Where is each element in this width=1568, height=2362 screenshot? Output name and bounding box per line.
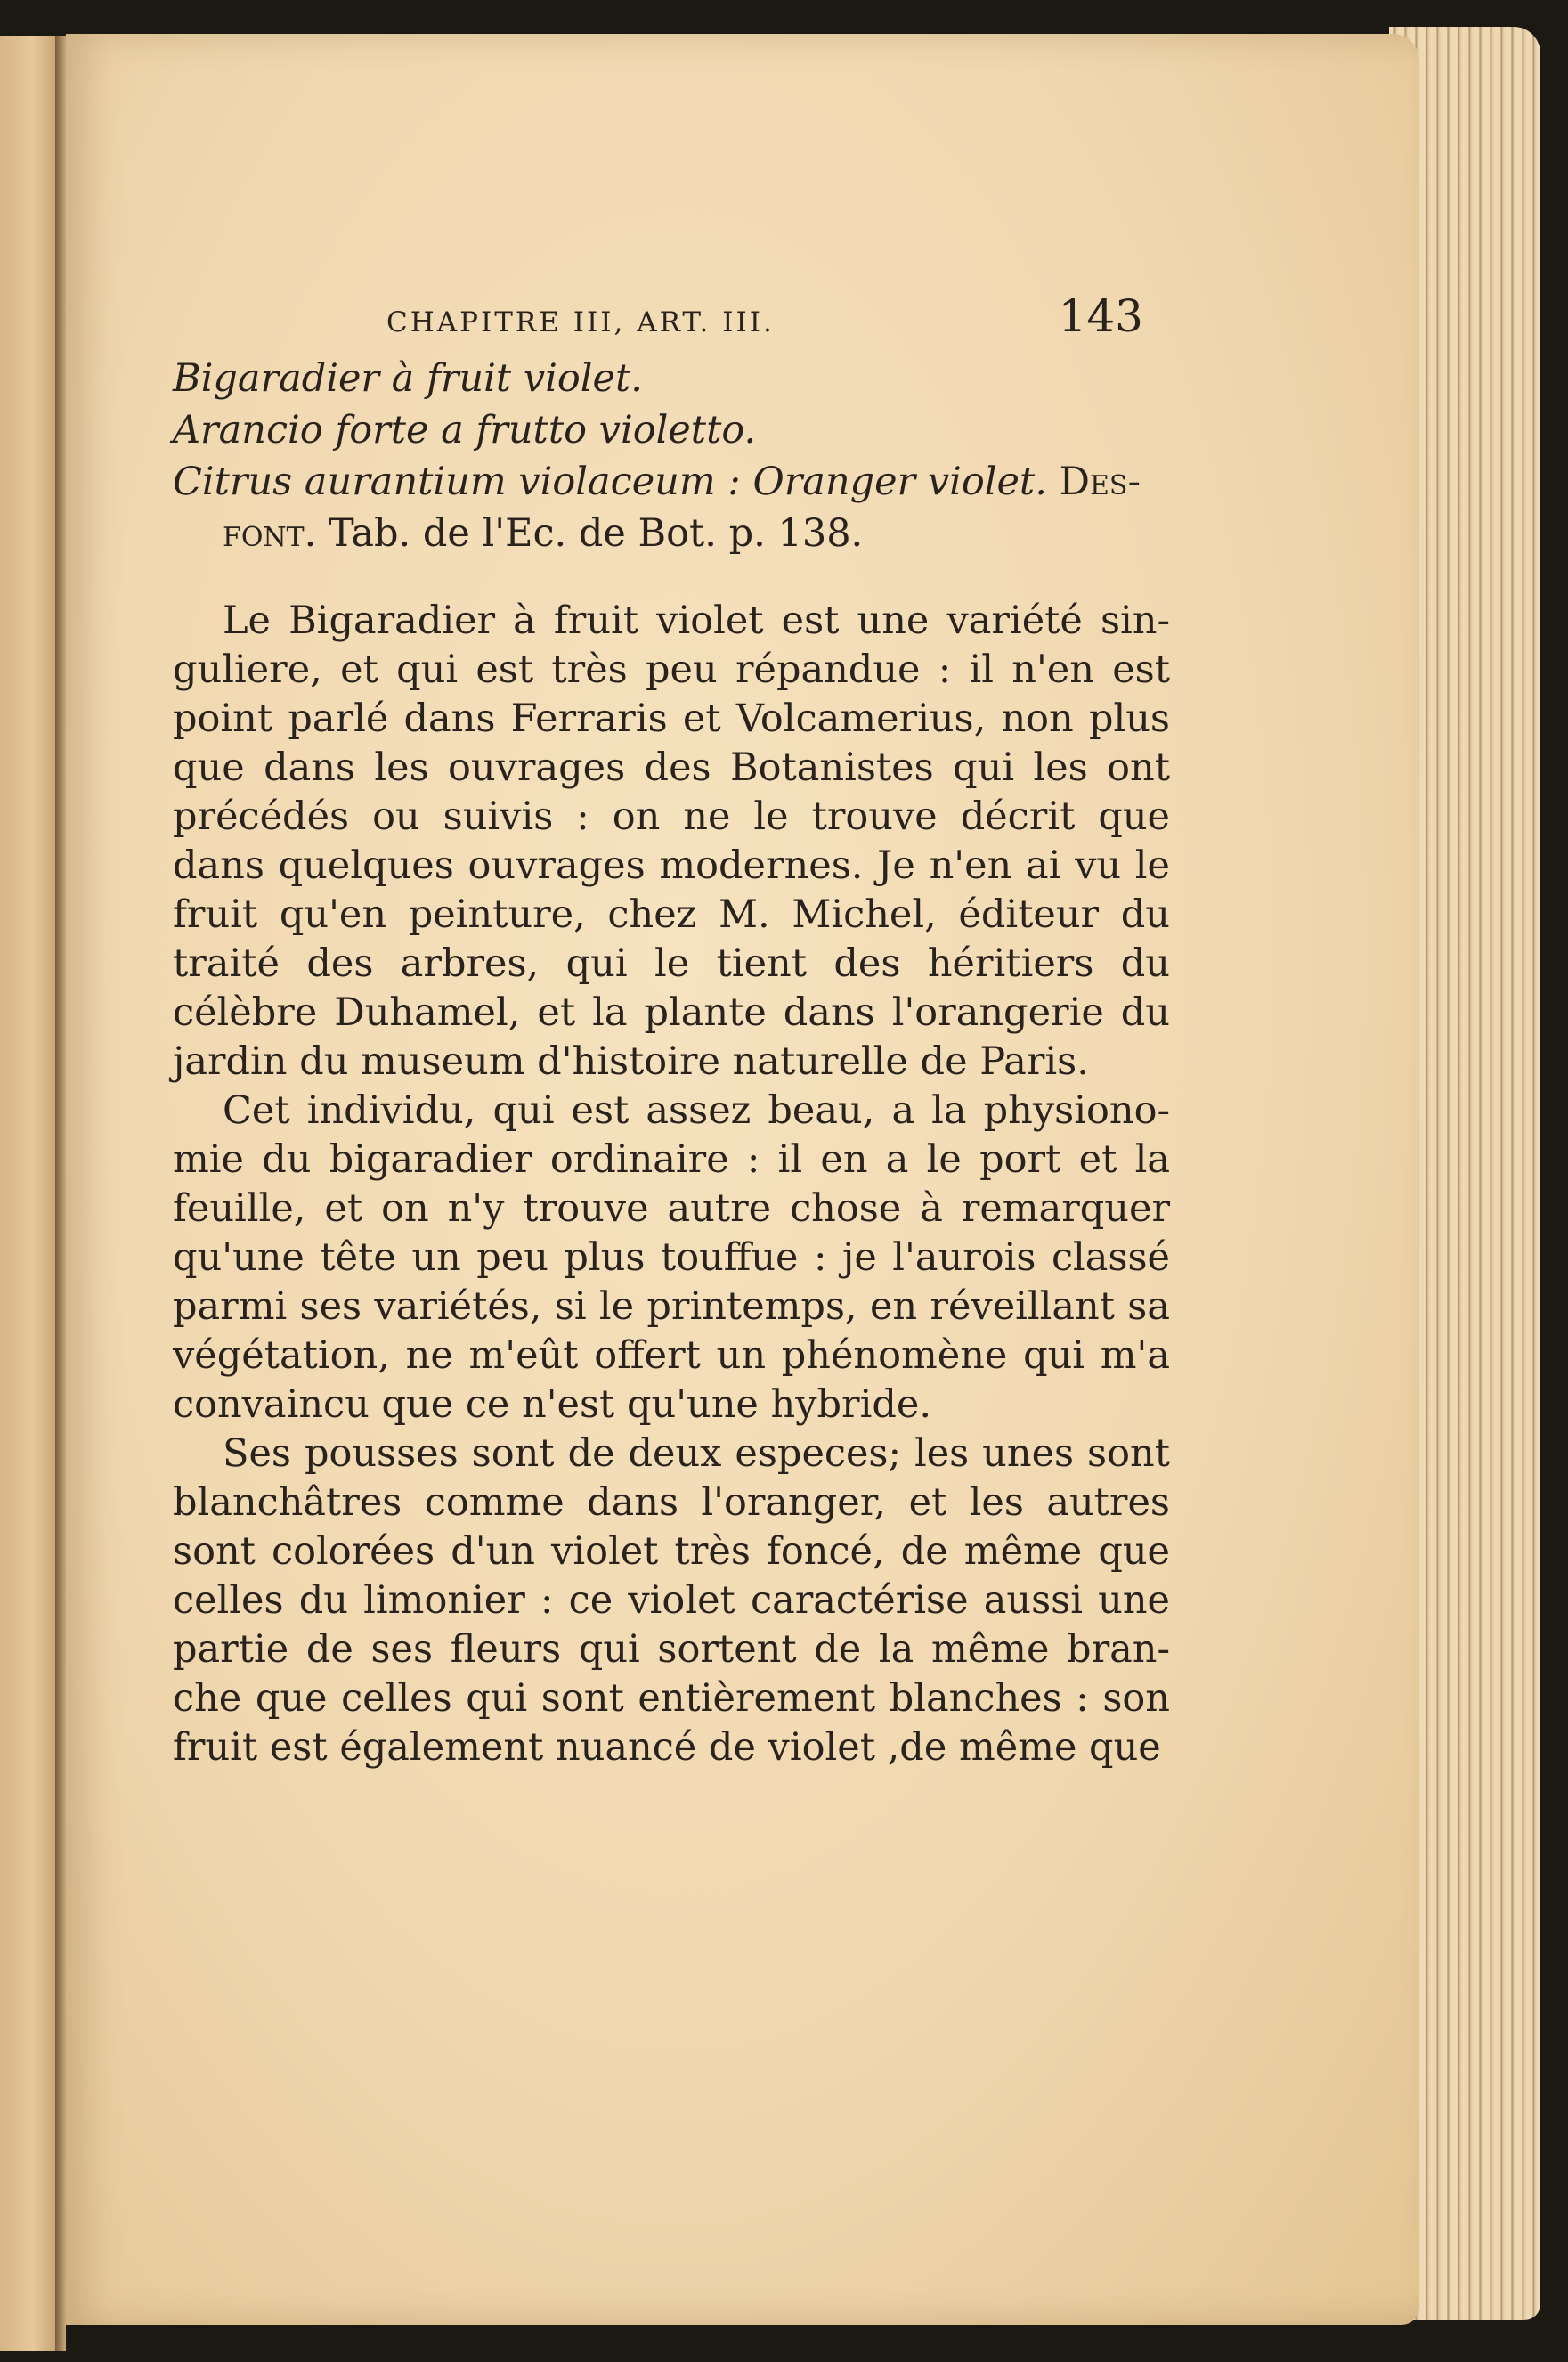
synonym-line-3 — [173, 456, 1170, 508]
synonym-line-2 — [173, 404, 1170, 456]
author-abbrev-part1: Des- — [1059, 460, 1141, 504]
chapter-heading: CHAPITRE III, ART. III. — [386, 306, 775, 338]
author-abbrev-part2: font — [223, 511, 305, 556]
left-page-edge — [0, 36, 57, 2351]
running-head — [173, 283, 1170, 353]
paragraph-1: Le Bigaradier à fruit violet est une variété singuliere, et qui est très peu répandue : il n'en est point parlé dans Ferraris et Volcamerius, non plus que dans les ouvrages des Botanistes qui les ont précédés ou suivis : on ne le trouve décrit que dans quelques ouvrages modernes. Je n'en ai vu le fruit qu'en peinture, chez M. Michel, éditeur du traité des arbres, qui le tient des héritiers du célèbre Duhamel, et la plante dans l'orangerie du jardin du museum d'histoire naturelle de Paris. — [173, 599, 1170, 1084]
book-gutter — [55, 36, 66, 2351]
paragraph-2: Cet individu, qui est assez beau, a la physionomie du bigaradier ordinaire : il en a le port et la feuille, et on n'y trouve autre chose à remarquer qu'une tête un peu plus touffue : je l'aurois classé parmi ses variétés, si le printemps, en réveillant sa végétation, ne m'eût offert un phénomène qui m'a convaincu que ce n'est qu'une hybride. — [173, 1088, 1170, 1427]
synonym-latin: Citrus aurantium violaceum : Oranger violet. — [173, 460, 1047, 504]
synonym-italian: Arancio forte a frutto violetto. — [173, 408, 757, 452]
page-number: 143 — [1058, 290, 1143, 342]
synonym-french: Bigaradier à fruit violet. — [173, 356, 643, 401]
book-page — [66, 34, 1419, 2325]
reference-citation: . Tab. de l'Ec. de Bot. p. 138. — [304, 511, 864, 556]
page-text-block — [173, 283, 1170, 1772]
synonym-line-4 — [173, 508, 1170, 559]
paragraph-3: Ses pousses sont de deux especes; les unes sont blanchâtres comme dans l'oranger, et les autres sont colorées d'un violet très foncé, de même que celles du limonier : ce violet caractérise aussi une partie de ses fleurs qui sortent de la même branche que celles qui sont entièrement blanches : son fruit est également nuancé de violet ,de même que — [173, 1431, 1170, 1770]
synonym-line-1 — [173, 353, 1170, 404]
